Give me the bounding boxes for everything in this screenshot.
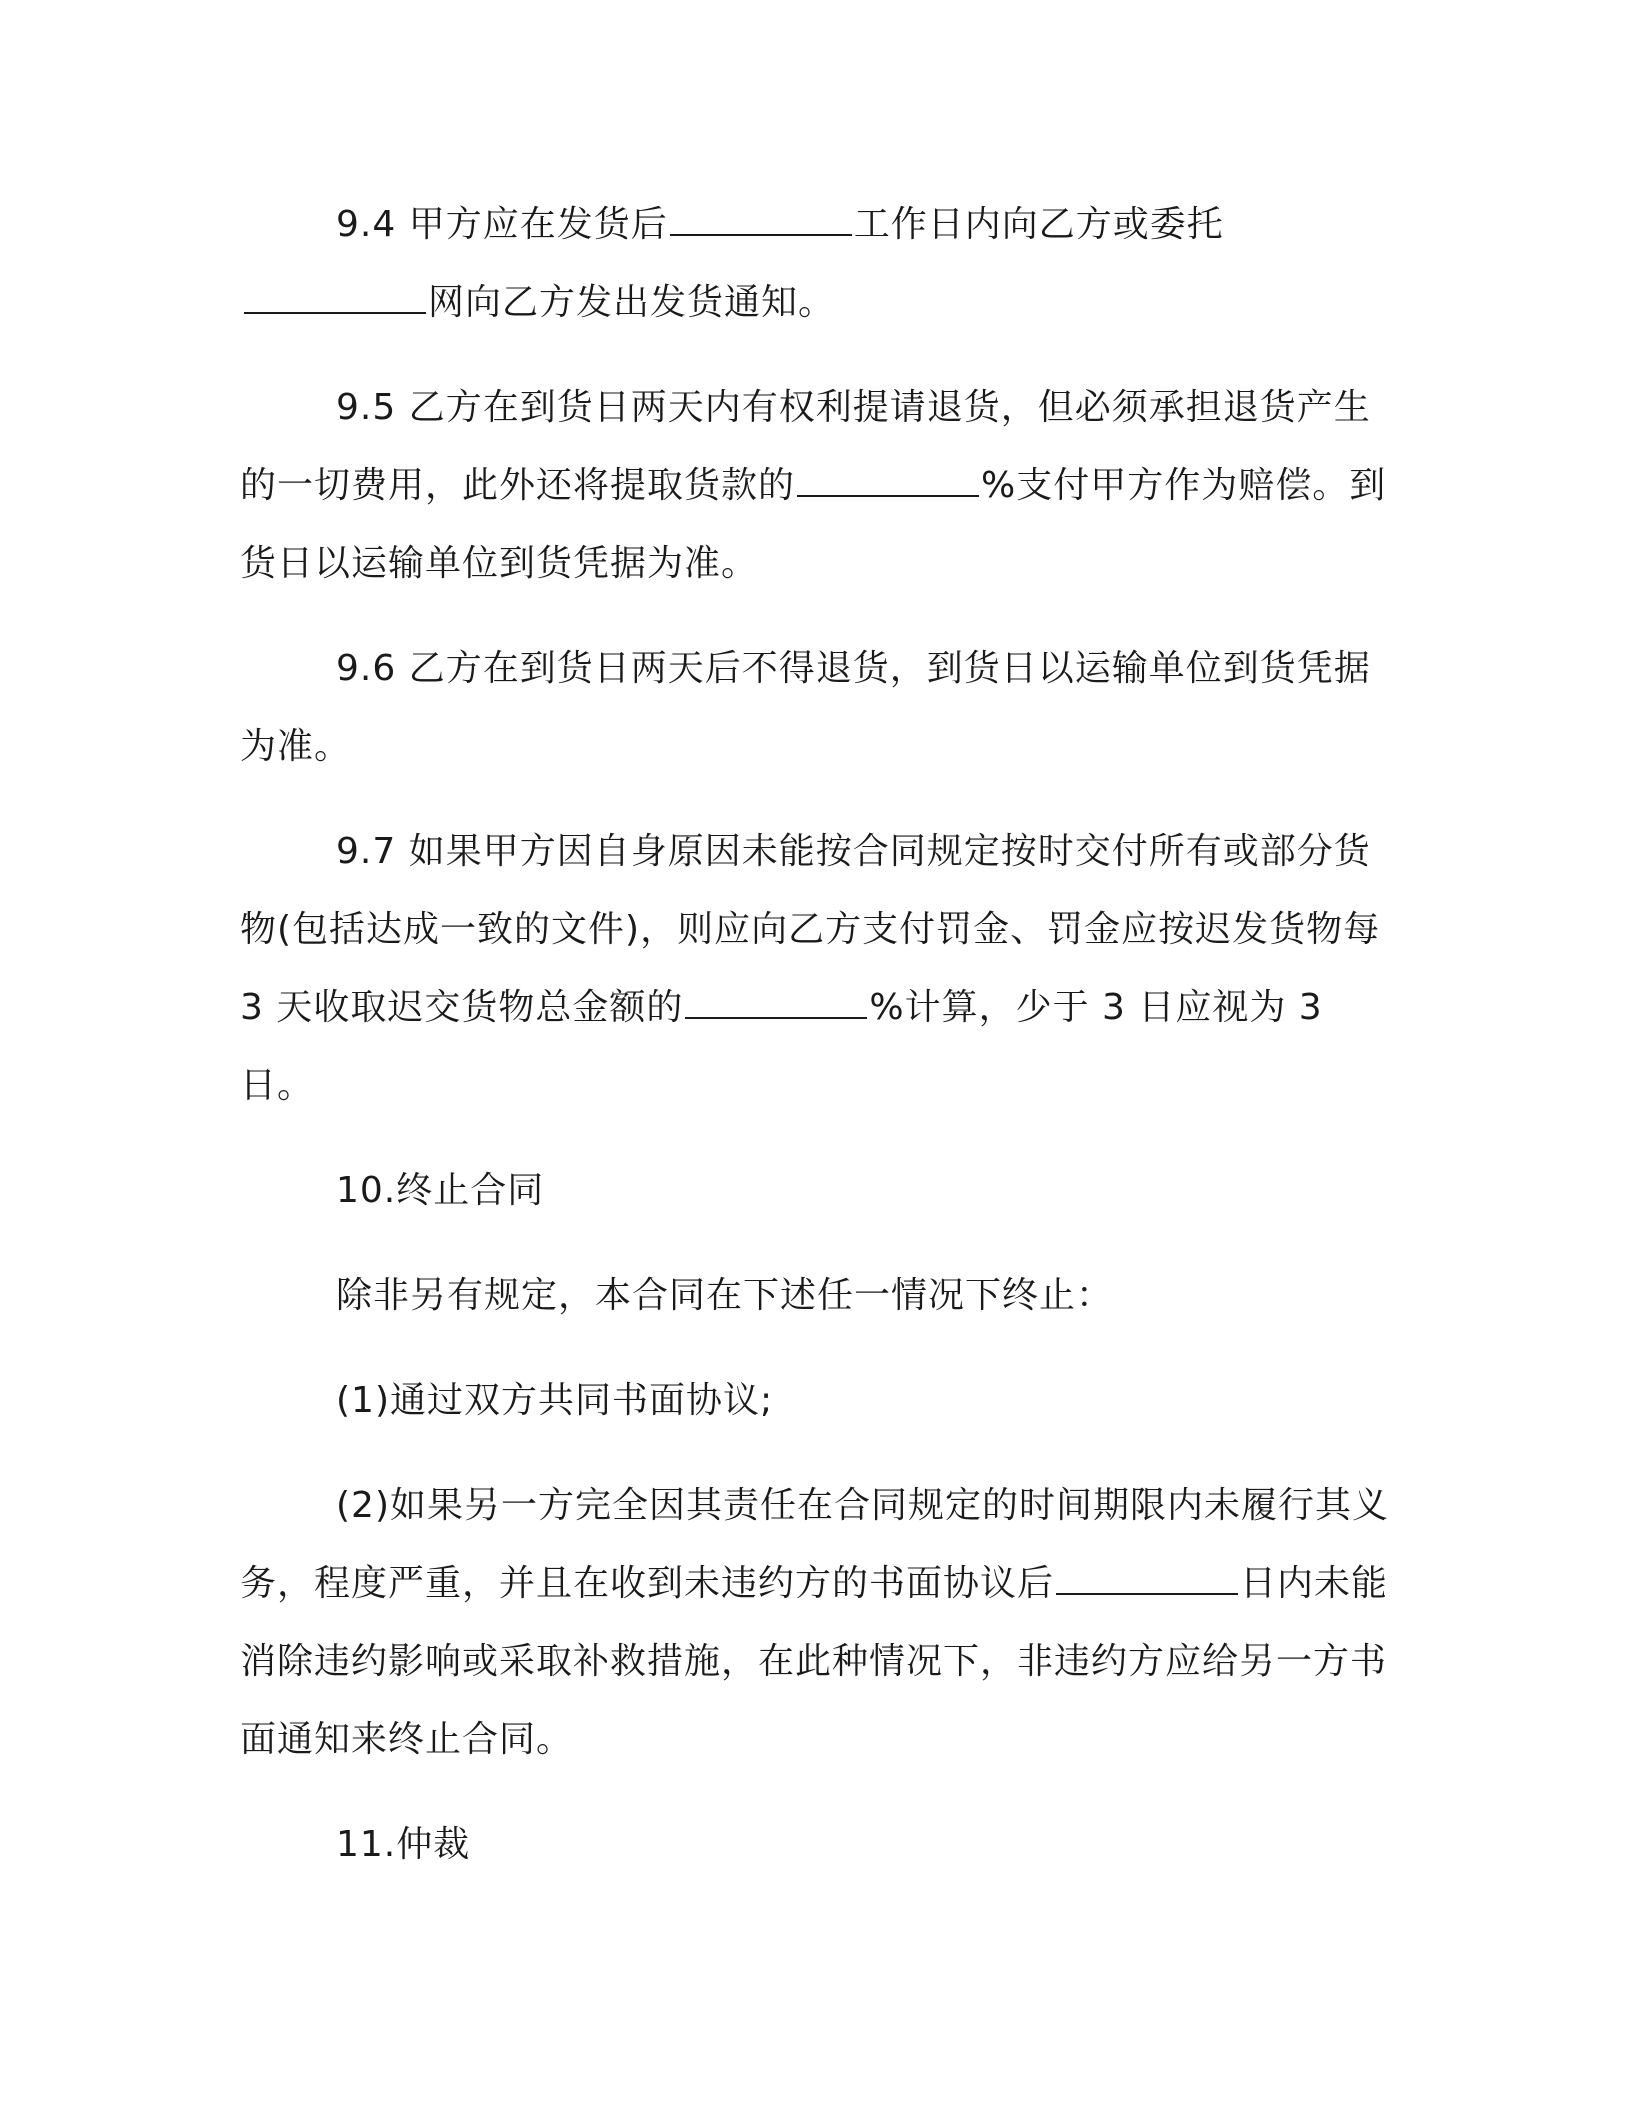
fill-in-blank	[685, 987, 867, 1019]
section-heading-11: 11.仲裁	[336, 1824, 471, 1865]
clause-9-5-text-c: 到货日以运输单位到货凭据为准。	[240, 465, 1387, 584]
clause-10-2	[240, 1467, 1400, 1779]
clause-9-7-text-a: 9.7 如果甲方因自身原因未能按合同规定按时交付所有或部分货物(包括达成一致的文件)，则应向乙方支付罚金、罚金应按迟发货物每 3 天收取迟交货物总金额的	[240, 831, 1381, 1028]
clause-10-intro: 除非另有规定，本合同在下述任一情况下终止：	[336, 1275, 1114, 1316]
clause-9-5-text-b: %支付甲方作为赔偿。	[981, 465, 1350, 506]
document-body	[240, 186, 1400, 1911]
clause-10-1: (1)通过双方共同书面协议;	[336, 1380, 774, 1421]
clause-9-6: 9.6 乙方在到货日两天后不得退货，到货日以运输单位到货凭据为准。	[240, 648, 1371, 767]
clause-9-4-text-c: 网向乙方发出发货通知。	[428, 282, 836, 323]
clause-9-7-text-b: %计算，少于 3 日应视为 3 日。	[240, 987, 1323, 1106]
clause-9-5-text-a: 9.5 乙方在到货日两天内有权利提请退货，但必须承担退货产生的一切费用，此外还将提取货款的	[240, 387, 1371, 506]
clause-10-2-text-a: (2)如果另一方完全因其责任在合同规定的时间期限内未履行其义务，程度严重，并且在收到未违约方的书面协议后	[240, 1485, 1389, 1604]
clause-10-2-text-b: 日内未能消除违约影响或采取补救措施，在此种情况下，非违约方应给另一方书面通知来终止合同。	[240, 1563, 1389, 1760]
fill-in-blank	[797, 465, 979, 497]
clause-9-4-text-a: 9.4 甲方应在发货后	[336, 204, 668, 245]
clause-9-5	[240, 369, 1400, 603]
clause-9-7	[240, 813, 1400, 1125]
clause-9-4-text-b: 工作日内向乙方或委托	[853, 204, 1224, 245]
section-heading-10: 10.终止合同	[336, 1170, 545, 1211]
clause-9-4	[240, 186, 1400, 342]
fill-in-blank	[1056, 1563, 1238, 1595]
fill-in-blank	[244, 282, 426, 314]
fill-in-blank	[670, 204, 852, 236]
